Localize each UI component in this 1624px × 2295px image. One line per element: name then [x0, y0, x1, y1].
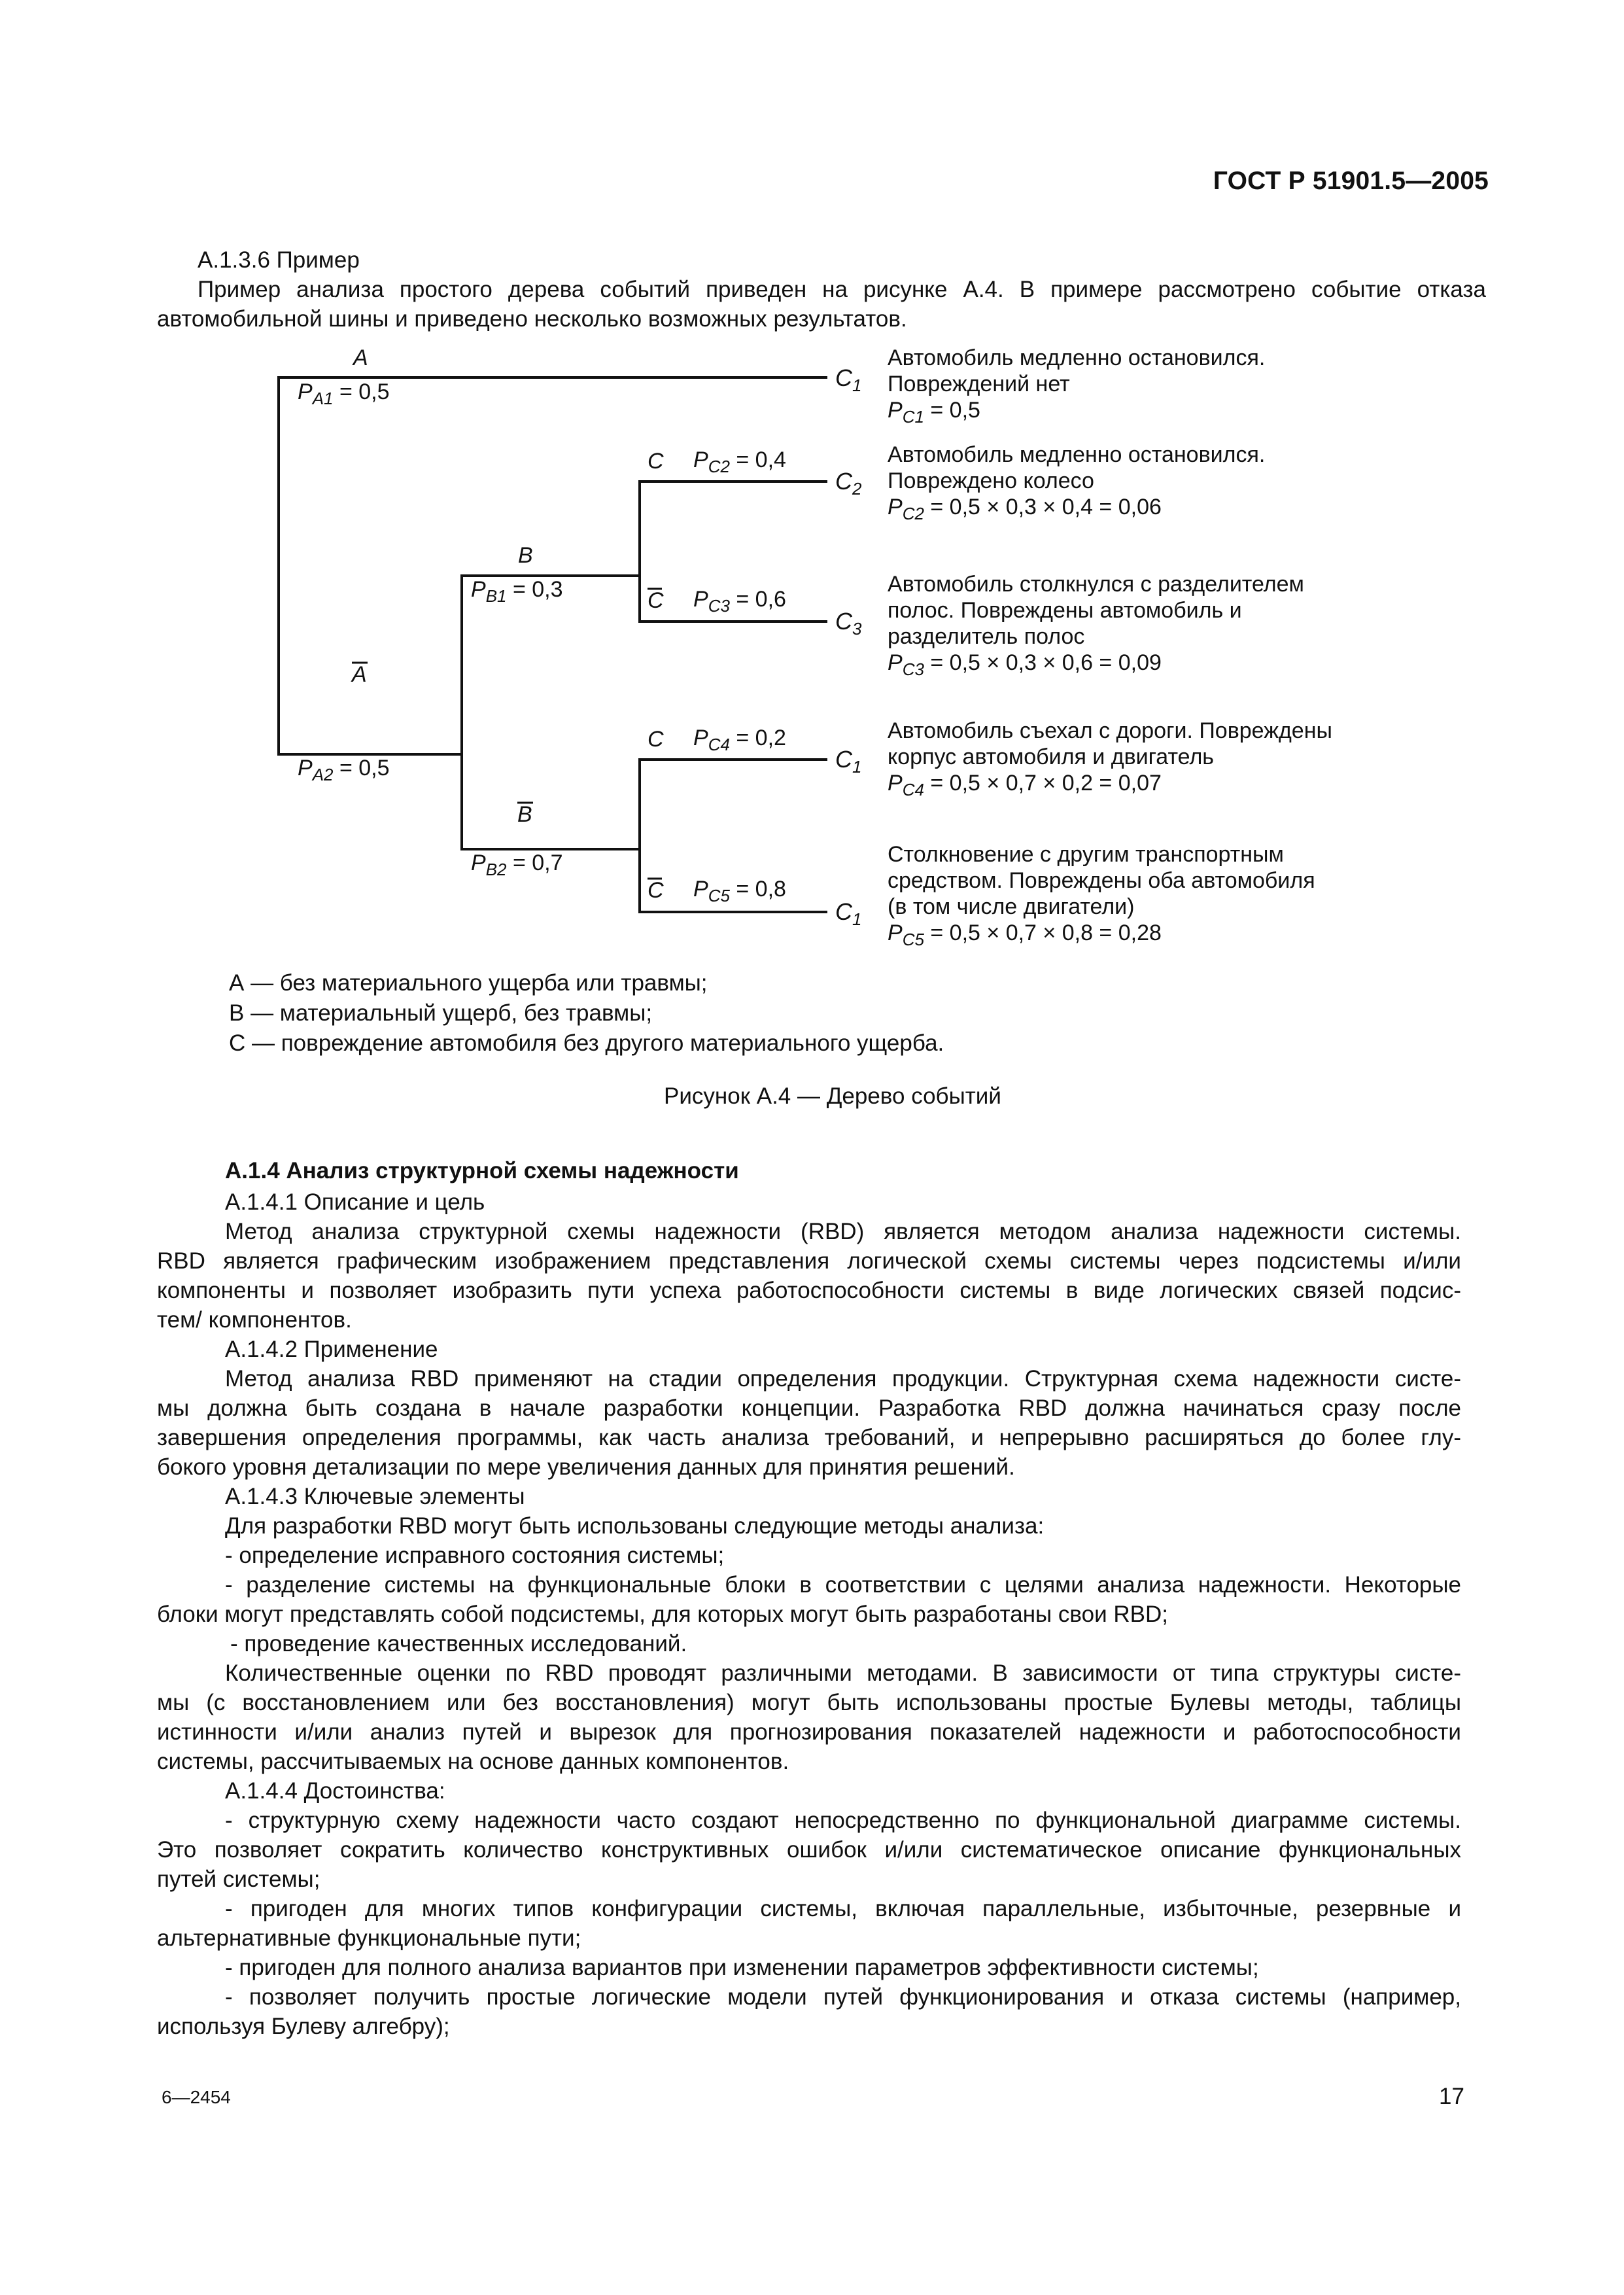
- prob-symbol: P: [888, 495, 903, 519]
- outcome-line: Повреждено колесо: [888, 468, 1094, 493]
- paragraph-line: компоненты и позволяет изобразить пути успеха работоспособности системы в виде логических связей подсис-: [157, 1278, 1461, 1303]
- outcome-line: (в том числе двигатели): [888, 894, 1135, 919]
- outcome-line: разделитель полос: [888, 624, 1085, 649]
- prob-value: = 0,5: [333, 379, 390, 404]
- prob-value: = 0,5 × 0,7 × 0,8 = 0,28: [924, 920, 1162, 945]
- prob-sub: C3: [902, 659, 924, 679]
- endpoint-letter: C: [835, 898, 852, 925]
- prob-value: = 0,5 × 0,3 × 0,6 = 0,09: [924, 650, 1162, 675]
- paragraph-line: Метод анализа структурной схемы надежности (RBD) является методом анализа надежности системы.: [225, 1219, 1461, 1244]
- paragraph-line: Для разработки RBD могут быть использованы следующие методы анализа:: [225, 1513, 1045, 1539]
- subsection-title-4: А.1.4.4 Достоинства:: [225, 1778, 445, 1804]
- branch-b-label: B: [518, 543, 533, 568]
- bullet-line: альтернативные функциональные пути;: [157, 1925, 581, 1951]
- prob-sub: C2: [708, 456, 730, 476]
- endpoint-sub: 1: [852, 909, 862, 930]
- outcome-line: Столкновение с другим транспортным: [888, 842, 1284, 867]
- figure-caption: Рисунок А.4 — Дерево событий: [664, 1083, 1001, 1109]
- branch-b-bar-label: B: [517, 802, 532, 827]
- prob-value: = 0,2: [729, 726, 786, 750]
- paragraph-line: Метод анализа RBD применяют на стадии определения продукции. Структурная схема надежности систе-: [225, 1366, 1461, 1392]
- paragraph-line: мы (с восстановлением или без восстановления) могут быть использованы простые Булевы методы, таблицы: [157, 1690, 1461, 1715]
- document-number: ГОСТ Р 51901.5—2005: [1213, 167, 1489, 195]
- prob-value: = 0,6: [729, 587, 786, 612]
- outcome-line: средством. Повреждены оба автомобиля: [888, 868, 1315, 893]
- outcome-1: [888, 345, 1265, 430]
- outcome-line: корпус автомобиля и двигатель: [888, 745, 1214, 769]
- branch-c5-prob: [693, 877, 786, 906]
- prob-sub: B1: [485, 586, 507, 606]
- paragraph-line: истинности и/или анализ путей и вырезок для прогнозирования показателей надежности и работоспособности: [157, 1719, 1461, 1745]
- prob-sub: A1: [312, 388, 334, 408]
- endpoint-sub: 3: [852, 619, 862, 639]
- prob-symbol: P: [471, 850, 486, 875]
- branch-c3-prob: [693, 587, 786, 616]
- outcome-line: Повреждений нет: [888, 372, 1070, 396]
- prob-sub: B2: [485, 859, 507, 879]
- outcome-prob: [888, 920, 1315, 953]
- endpoint-sub: 1: [852, 376, 862, 396]
- prob-value: = 0,5 × 0,7 × 0,2 = 0,07: [924, 771, 1162, 796]
- branch-b-bar-prob: [471, 850, 563, 880]
- prob-symbol: P: [298, 379, 313, 404]
- outcome-3: [888, 571, 1304, 682]
- prob-symbol: P: [298, 756, 313, 780]
- endpoint-c1-c: [835, 898, 861, 930]
- endpoint-c1-b: [835, 746, 861, 777]
- prob-symbol: P: [693, 726, 708, 750]
- outcome-prob: [888, 770, 1332, 803]
- bullet-line: - разделение системы на функциональные блоки в соответствии с целями анализа надежности. Некоторые: [225, 1572, 1461, 1598]
- outcome-4: [888, 718, 1332, 803]
- branch-b-prob: [471, 577, 563, 606]
- prob-value: = 0,5: [924, 398, 980, 423]
- legend-c: С — повреждение автомобиля без другого материального ущерба.: [229, 1030, 944, 1056]
- outcome-prob: [888, 494, 1265, 527]
- prob-value: = 0,3: [506, 577, 563, 602]
- paragraph-line: системы, рассчитываемых на основе данных компонентов.: [157, 1749, 789, 1774]
- subsection-title-2: А.1.4.2 Применение: [225, 1337, 438, 1362]
- prob-sub: C2: [902, 503, 924, 523]
- page-number: 17: [1439, 2084, 1464, 2109]
- prob-sub: C4: [708, 734, 730, 754]
- prob-sub: C1: [902, 406, 924, 427]
- outcome-line: Автомобиль медленно остановился.: [888, 442, 1266, 467]
- prob-symbol: P: [888, 920, 903, 945]
- paragraph-line: мы должна быть создана в начале разработки концепции. Разработка RBD должна начинаться сразу после: [157, 1395, 1461, 1421]
- bullet-line: используя Булеву алгебру);: [157, 2014, 450, 2039]
- example-heading: А.1.3.6 Пример: [198, 247, 360, 273]
- branch-c2-prob: [693, 447, 786, 477]
- endpoint-c2: [835, 468, 861, 499]
- bullet-line: путей системы;: [157, 1866, 320, 1892]
- legend-a: А — без материального ущерба или травмы;: [229, 970, 708, 996]
- paragraph-line: бокого уровня детализации по мере увеличения данных для принятия решений.: [157, 1454, 1015, 1480]
- bullet-line: - определение исправного состояния системы;: [225, 1543, 725, 1568]
- branch-c2-label: C: [648, 449, 664, 474]
- bullet-line: Это позволяет сократить количество конструктивных ошибок и/или систематическое описание функциональных: [157, 1837, 1461, 1863]
- footer-print-code: 6—2454: [162, 2087, 231, 2107]
- outcome-prob: [888, 397, 1265, 430]
- prob-symbol: P: [471, 577, 486, 602]
- endpoint-letter: C: [835, 364, 852, 391]
- branch-a-prob: [298, 379, 390, 409]
- branch-a-bar-label: A: [352, 662, 367, 687]
- prob-symbol: P: [693, 587, 708, 612]
- outcome-prob: [888, 650, 1304, 682]
- branch-a-bar-prob: [298, 756, 390, 785]
- bullet-line: - пригоден для многих типов конфигурации системы, включая параллельные, избыточные, резервные и: [225, 1896, 1461, 1921]
- prob-value: = 0,5 × 0,3 × 0,4 = 0,06: [924, 495, 1162, 519]
- bullet-line: - проведение качественных исследований.: [230, 1631, 687, 1656]
- endpoint-letter: C: [835, 608, 852, 635]
- branch-c4-label: C: [648, 727, 664, 752]
- paragraph-line: завершения определения программы, как часть анализа требований, и непрерывно расширяться до более глу-: [157, 1425, 1461, 1450]
- endpoint-sub: 2: [852, 479, 862, 499]
- prob-symbol: P: [888, 398, 903, 423]
- prob-value: = 0,7: [506, 850, 563, 875]
- branch-c4-prob: [693, 726, 786, 755]
- prob-value: = 0,4: [729, 447, 786, 472]
- prob-sub: C4: [902, 779, 924, 799]
- subsection-title-1: А.1.4.1 Описание и цель: [225, 1189, 485, 1215]
- paragraph-line: Количественные оценки по RBD проводят различными методами. В зависимости от типа структуры систе-: [225, 1660, 1461, 1686]
- prob-value: = 0,5: [333, 756, 390, 780]
- branch-c3-label: C: [648, 588, 664, 613]
- example-text-line1: Пример анализа простого дерева событий приведен на рисунке А.4. В примере рассмотрено событие отказа: [198, 277, 1486, 302]
- example-text-line2: автомобильной шины и приведено несколько возможных результатов.: [157, 306, 907, 332]
- endpoint-c3: [835, 608, 861, 639]
- prob-sub: A2: [312, 764, 334, 784]
- endpoint-letter: C: [835, 468, 852, 495]
- prob-symbol: P: [888, 650, 903, 675]
- endpoint-sub: 1: [852, 757, 862, 777]
- outcome-line: Автомобиль съехал с дороги. Повреждены: [888, 718, 1332, 743]
- bullet-line: - структурную схему надежности часто создают непосредственно по функциональной диаграмме системы.: [225, 1808, 1461, 1833]
- paragraph-line: RBD является графическим изображением представления логической схемы системы через подсистемы и/или: [157, 1248, 1461, 1274]
- bullet-line: - пригоден для полного анализа вариантов при изменении параметров эффективности системы;: [225, 1955, 1259, 1980]
- bullet-line: блоки могут представлять собой подсистемы, для которых могут быть разработаны свои RBD;: [157, 1602, 1168, 1627]
- prob-symbol: P: [693, 447, 708, 472]
- branch-a-label: A: [353, 345, 368, 370]
- event-tree-diagram: [0, 0, 1624, 981]
- outcome-5: [888, 841, 1315, 953]
- outcome-line: Автомобиль столкнулся с разделителем: [888, 572, 1304, 597]
- outcome-2: [888, 442, 1265, 527]
- prob-symbol: P: [693, 877, 708, 902]
- legend-b: В — материальный ущерб, без травмы;: [229, 1000, 653, 1026]
- prob-value: = 0,8: [729, 877, 786, 902]
- outcome-line: Автомобиль медленно остановился.: [888, 345, 1266, 370]
- prob-sub: C3: [708, 595, 730, 616]
- paragraph-line: тем/ компонентов.: [157, 1307, 352, 1333]
- prob-symbol: P: [888, 771, 903, 796]
- branch-c5-label: C: [648, 878, 664, 903]
- prob-sub: C5: [902, 929, 924, 949]
- outcome-line: полос. Повреждены автомобиль и: [888, 598, 1242, 623]
- prob-sub: C5: [708, 885, 730, 905]
- section-title: А.1.4 Анализ структурной схемы надежности: [225, 1158, 739, 1183]
- endpoint-c1-a: [835, 364, 861, 396]
- endpoint-letter: C: [835, 746, 852, 773]
- bullet-line: - позволяет получить простые логические модели путей функционирования и отказа системы (например,: [225, 1984, 1461, 2010]
- subsection-title-3: А.1.4.3 Ключевые элементы: [225, 1484, 525, 1509]
